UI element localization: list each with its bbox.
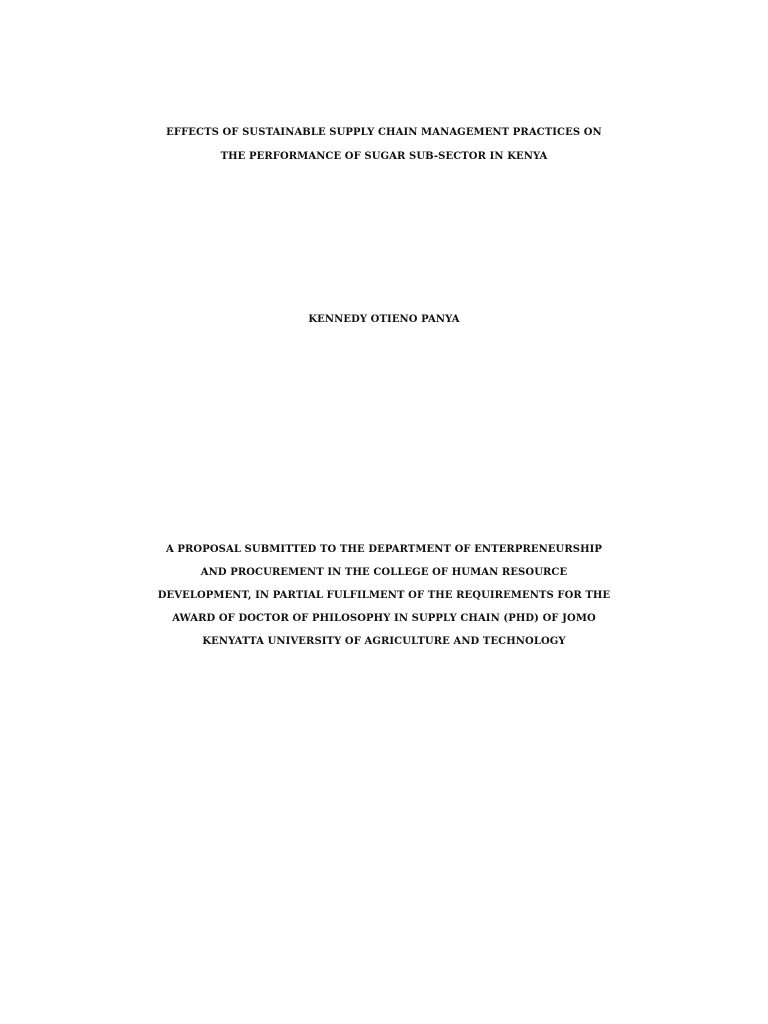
statement-line-4: AWARD OF DOCTOR OF PHILOSOPHY IN SUPPLY CHAIN (PHD) OF JOMO <box>172 613 596 624</box>
author-name: KENNEDY OTIENO PANYA <box>308 314 460 325</box>
statement-line-1: A PROPOSAL SUBMITTED TO THE DEPARTMENT OF ENTERPRENEURSHIP <box>165 544 603 555</box>
statement-line-5: KENYATTA UNIVERSITY OF AGRICULTURE AND TECHNOLOGY <box>202 636 566 647</box>
title-line-1: EFFECTS OF SUSTAINABLE SUPPLY CHAIN MANAGEMENT PRACTICES ON <box>166 127 602 138</box>
statement-line-2: AND PROCUREMENT IN THE COLLEGE OF HUMAN RESOURCE <box>200 567 568 578</box>
title-line-2: THE PERFORMANCE OF SUGAR SUB-SECTOR IN KENYA <box>220 151 548 162</box>
statement-line-3: DEVELOPMENT, IN PARTIAL FULFILMENT OF THE REQUIREMENTS FOR THE <box>157 590 611 601</box>
